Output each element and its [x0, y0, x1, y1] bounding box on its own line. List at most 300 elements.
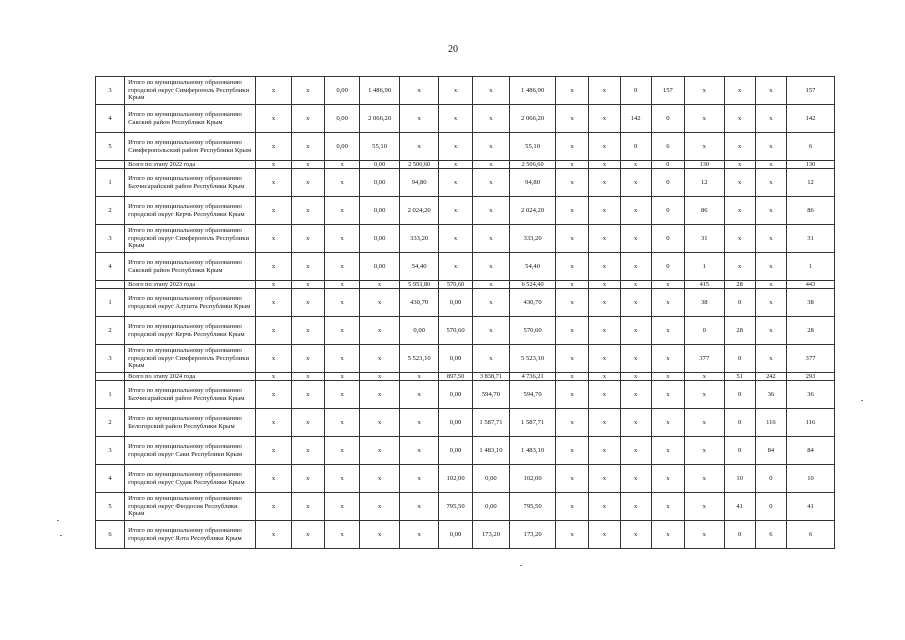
value-cell: 0 — [651, 169, 684, 197]
value-cell: x — [755, 281, 786, 289]
value-cell: x — [256, 465, 291, 493]
value-cell: x — [324, 409, 359, 437]
value-cell: x — [724, 197, 755, 225]
municipality-row — [96, 169, 835, 197]
value-cell: x — [589, 493, 620, 521]
value-cell: 0 — [685, 317, 725, 345]
value-cell: 0 — [620, 133, 651, 161]
value-cell: 0 — [651, 161, 684, 169]
value-cell: 0,00 — [324, 77, 359, 105]
value-cell: x — [589, 437, 620, 465]
value-cell: x — [651, 381, 684, 409]
value-cell: x — [555, 133, 588, 161]
row-name-cell: Итого по муниципальному образованию Бахчисарайский район Республики Крым — [125, 381, 256, 409]
value-cell: x — [685, 437, 725, 465]
value-cell: x — [360, 289, 400, 317]
value-cell: 0 — [620, 77, 651, 105]
value-cell: x — [324, 437, 359, 465]
value-cell: x — [360, 521, 400, 549]
value-cell: 1 486,90 — [510, 77, 556, 105]
value-cell: x — [724, 253, 755, 281]
value-cell: x — [685, 373, 725, 381]
value-cell: x — [589, 281, 620, 289]
value-cell: x — [555, 289, 588, 317]
value-cell: x — [439, 133, 472, 161]
value-cell: x — [620, 197, 651, 225]
value-cell: 795,50 — [510, 493, 556, 521]
value-cell: x — [755, 105, 786, 133]
value-cell: x — [472, 317, 509, 345]
municipality-row — [96, 289, 835, 317]
value-cell: x — [620, 521, 651, 549]
value-cell: 173,20 — [472, 521, 509, 549]
value-cell: x — [439, 77, 472, 105]
value-cell: 0,00 — [472, 465, 509, 493]
value-cell: x — [291, 105, 324, 133]
value-cell: x — [256, 225, 291, 253]
value-cell: 94,80 — [399, 169, 439, 197]
value-cell: 6 — [787, 133, 835, 161]
value-cell: 86 — [787, 197, 835, 225]
row-number-cell: 1 — [96, 289, 125, 317]
value-cell: x — [399, 437, 439, 465]
value-cell: x — [291, 317, 324, 345]
scan-speck — [60, 535, 62, 536]
value-cell: 377 — [787, 345, 835, 373]
value-cell: 0 — [651, 253, 684, 281]
value-cell: 12 — [685, 169, 725, 197]
value-cell: 84 — [755, 437, 786, 465]
value-cell: x — [324, 317, 359, 345]
row-name-cell: Всего по этапу 2023 года — [125, 281, 256, 289]
value-cell: x — [439, 161, 472, 169]
value-cell: 84 — [787, 437, 835, 465]
value-cell: 897,50 — [439, 373, 472, 381]
value-cell: x — [589, 465, 620, 493]
value-cell: x — [472, 225, 509, 253]
value-cell: x — [555, 317, 588, 345]
scan-speck — [520, 565, 522, 566]
stage-total-row — [96, 161, 835, 169]
value-cell: x — [620, 281, 651, 289]
value-cell: x — [651, 281, 684, 289]
value-cell: x — [685, 381, 725, 409]
value-cell: x — [291, 161, 324, 169]
municipality-row — [96, 133, 835, 161]
value-cell: x — [324, 225, 359, 253]
value-cell: x — [555, 381, 588, 409]
value-cell: 0,00 — [399, 317, 439, 345]
value-cell: 0 — [724, 345, 755, 373]
value-cell: x — [589, 373, 620, 381]
value-cell: x — [685, 133, 725, 161]
value-cell: x — [324, 169, 359, 197]
value-cell: x — [291, 373, 324, 381]
value-cell: 28 — [787, 317, 835, 345]
row-number-cell: 3 — [96, 345, 125, 373]
value-cell: 1 — [787, 253, 835, 281]
value-cell: x — [256, 197, 291, 225]
row-number-cell: 4 — [96, 253, 125, 281]
value-cell: 1 — [685, 253, 725, 281]
value-cell: 0 — [651, 225, 684, 253]
value-cell: x — [755, 289, 786, 317]
row-name-cell: Итого по муниципальному образованию городской округ Ялта Республики Крым — [125, 521, 256, 549]
value-cell: x — [399, 465, 439, 493]
value-cell: x — [439, 225, 472, 253]
value-cell: x — [472, 289, 509, 317]
value-cell: x — [439, 105, 472, 133]
value-cell: x — [755, 77, 786, 105]
row-name-cell: Итого по муниципальному образованию городской округ Симферополь Республики Крым — [125, 225, 256, 253]
value-cell: x — [256, 493, 291, 521]
value-cell: x — [589, 381, 620, 409]
value-cell: 0,00 — [360, 197, 400, 225]
value-cell: x — [360, 281, 400, 289]
value-cell: 0,00 — [324, 105, 359, 133]
value-cell: x — [324, 197, 359, 225]
row-number-cell: 2 — [96, 197, 125, 225]
value-cell: 0,00 — [439, 289, 472, 317]
value-cell: x — [324, 381, 359, 409]
table-body — [96, 77, 835, 549]
row-name-cell: Всего по этапу 2024 года — [125, 373, 256, 381]
value-cell: 5 523,10 — [399, 345, 439, 373]
value-cell: x — [589, 105, 620, 133]
row-name-cell: Итого по муниципальному образованию городской округ Симферополь Республики Крым — [125, 77, 256, 105]
value-cell: 102,00 — [439, 465, 472, 493]
municipality-row — [96, 105, 835, 133]
value-cell: 2 066,20 — [360, 105, 400, 133]
value-cell: 6 — [787, 521, 835, 549]
value-cell: x — [324, 289, 359, 317]
row-name-cell: Итого по муниципальному образованию городской округ Феодосия Республики Крым — [125, 493, 256, 521]
value-cell: x — [360, 381, 400, 409]
value-cell: x — [399, 373, 439, 381]
value-cell: x — [360, 465, 400, 493]
value-cell: x — [755, 169, 786, 197]
value-cell: x — [755, 133, 786, 161]
value-cell: x — [324, 521, 359, 549]
value-cell: x — [256, 409, 291, 437]
value-cell: 0 — [724, 289, 755, 317]
value-cell: x — [651, 373, 684, 381]
value-cell: 5 953,80 — [399, 281, 439, 289]
value-cell: x — [324, 161, 359, 169]
value-cell: x — [620, 161, 651, 169]
municipality-row — [96, 345, 835, 373]
value-cell: x — [439, 169, 472, 197]
value-cell: x — [555, 345, 588, 373]
row-number-cell: 1 — [96, 169, 125, 197]
row-name-cell: Итого по муниципальному образованию городской округ Керчь Республики Крым — [125, 197, 256, 225]
value-cell: x — [555, 197, 588, 225]
municipality-row — [96, 225, 835, 253]
row-number-cell: 4 — [96, 465, 125, 493]
value-cell: 1 486,90 — [360, 77, 400, 105]
value-cell: x — [755, 161, 786, 169]
value-cell: x — [685, 465, 725, 493]
value-cell: x — [256, 289, 291, 317]
value-cell: x — [589, 133, 620, 161]
value-cell: 443 — [787, 281, 835, 289]
value-cell: x — [399, 381, 439, 409]
value-cell: x — [291, 381, 324, 409]
value-cell: x — [399, 77, 439, 105]
value-cell: x — [256, 77, 291, 105]
value-cell: x — [651, 437, 684, 465]
value-cell: x — [620, 317, 651, 345]
value-cell: 6 — [755, 521, 786, 549]
value-cell: x — [755, 253, 786, 281]
value-cell: x — [651, 521, 684, 549]
value-cell: 0 — [724, 409, 755, 437]
value-cell: 102,00 — [510, 465, 556, 493]
value-cell: 430,70 — [510, 289, 556, 317]
value-cell: x — [256, 521, 291, 549]
value-cell: x — [589, 317, 620, 345]
value-cell: x — [620, 225, 651, 253]
row-number-cell: 5 — [96, 133, 125, 161]
row-number-cell: 1 — [96, 381, 125, 409]
value-cell: 594,70 — [472, 381, 509, 409]
value-cell: 36 — [755, 381, 786, 409]
value-cell: x — [651, 409, 684, 437]
value-cell: x — [472, 253, 509, 281]
value-cell: 795,50 — [439, 493, 472, 521]
value-cell: x — [360, 373, 400, 381]
value-cell: x — [620, 465, 651, 493]
value-cell: x — [589, 225, 620, 253]
value-cell: x — [472, 281, 509, 289]
municipality-row — [96, 521, 835, 549]
value-cell: 55,10 — [360, 133, 400, 161]
row-number-cell: 3 — [96, 437, 125, 465]
row-name-cell: Итого по муниципальному образованию городской округ Симферополь Республики Крым — [125, 345, 256, 373]
scan-speck — [57, 520, 59, 521]
value-cell: 0 — [724, 521, 755, 549]
value-cell: x — [256, 169, 291, 197]
value-cell: 430,70 — [399, 289, 439, 317]
value-cell: x — [399, 105, 439, 133]
value-cell: 1 483,10 — [472, 437, 509, 465]
value-cell: x — [256, 281, 291, 289]
value-cell: 38 — [787, 289, 835, 317]
row-name-cell: Итого по муниципальному образованию городской округ Саки Республики Крым — [125, 437, 256, 465]
value-cell: 570,60 — [510, 317, 556, 345]
scan-speck — [861, 400, 863, 401]
value-cell: 173,20 — [510, 521, 556, 549]
value-cell: x — [399, 409, 439, 437]
value-cell: 0 — [651, 197, 684, 225]
value-cell: 2 024,20 — [399, 197, 439, 225]
row-number-cell: 3 — [96, 225, 125, 253]
value-cell: x — [555, 521, 588, 549]
value-cell: x — [555, 281, 588, 289]
value-cell: 142 — [787, 105, 835, 133]
value-cell: 377 — [685, 345, 725, 373]
value-cell: x — [291, 345, 324, 373]
value-cell: x — [589, 77, 620, 105]
value-cell: 55,10 — [510, 133, 556, 161]
municipality-row — [96, 77, 835, 105]
value-cell: x — [555, 225, 588, 253]
value-cell: 0,00 — [360, 161, 400, 169]
data-table — [95, 76, 835, 549]
row-number-cell: 5 — [96, 493, 125, 521]
value-cell: 0,00 — [324, 133, 359, 161]
row-number-cell: 3 — [96, 77, 125, 105]
page-number: 20 — [448, 44, 458, 55]
value-cell: 28 — [724, 281, 755, 289]
value-cell: x — [360, 345, 400, 373]
value-cell: 333,20 — [399, 225, 439, 253]
value-cell: x — [755, 345, 786, 373]
value-cell: x — [620, 169, 651, 197]
value-cell: x — [256, 373, 291, 381]
value-cell: x — [589, 169, 620, 197]
row-name-cell: Итого по муниципальному образованию Белогорский район Республики Крым — [125, 409, 256, 437]
value-cell: x — [555, 465, 588, 493]
row-name-cell: Всего по этапу 2022 года — [125, 161, 256, 169]
municipality-row — [96, 253, 835, 281]
value-cell: 0 — [755, 493, 786, 521]
value-cell: x — [472, 345, 509, 373]
value-cell: x — [256, 133, 291, 161]
value-cell: 2 066,20 — [510, 105, 556, 133]
value-cell: x — [360, 409, 400, 437]
value-cell: x — [620, 289, 651, 317]
value-cell: x — [291, 133, 324, 161]
municipality-row — [96, 197, 835, 225]
value-cell: x — [755, 317, 786, 345]
value-cell: 142 — [620, 105, 651, 133]
value-cell: 1 587,71 — [510, 409, 556, 437]
value-cell: 570,60 — [439, 281, 472, 289]
value-cell: x — [755, 197, 786, 225]
value-cell: x — [589, 345, 620, 373]
value-cell: x — [685, 521, 725, 549]
value-cell: x — [291, 521, 324, 549]
value-cell: x — [324, 281, 359, 289]
row-number-cell: 6 — [96, 521, 125, 549]
value-cell: 0,00 — [439, 437, 472, 465]
value-cell: x — [724, 105, 755, 133]
value-cell: 54,40 — [510, 253, 556, 281]
value-cell: 10 — [787, 465, 835, 493]
value-cell: x — [651, 465, 684, 493]
value-cell: 0 — [724, 437, 755, 465]
value-cell: x — [360, 317, 400, 345]
value-cell: x — [724, 77, 755, 105]
value-cell: x — [685, 409, 725, 437]
value-cell: 0,00 — [439, 521, 472, 549]
value-cell: x — [472, 133, 509, 161]
value-cell: 333,20 — [510, 225, 556, 253]
value-cell: x — [439, 197, 472, 225]
municipality-row — [96, 381, 835, 409]
value-cell: x — [724, 161, 755, 169]
value-cell: 2 506,60 — [399, 161, 439, 169]
value-cell: x — [589, 197, 620, 225]
row-number-cell: 4 — [96, 105, 125, 133]
value-cell: x — [724, 133, 755, 161]
value-cell: x — [256, 161, 291, 169]
row-number-cell — [96, 373, 125, 381]
value-cell: 157 — [787, 77, 835, 105]
value-cell: x — [620, 409, 651, 437]
value-cell: x — [256, 105, 291, 133]
value-cell: 41 — [724, 493, 755, 521]
value-cell: x — [324, 253, 359, 281]
value-cell: 0 — [724, 381, 755, 409]
value-cell: x — [472, 77, 509, 105]
value-cell: 415 — [685, 281, 725, 289]
value-cell: 1 483,10 — [510, 437, 556, 465]
value-cell: x — [620, 493, 651, 521]
value-cell: 0 — [651, 105, 684, 133]
value-cell: x — [620, 373, 651, 381]
value-cell: x — [291, 437, 324, 465]
value-cell: 36 — [787, 381, 835, 409]
value-cell: x — [472, 169, 509, 197]
row-name-cell: Итого по муниципальному образованию Симферопольский район Республики Крым — [125, 133, 256, 161]
value-cell: x — [291, 409, 324, 437]
value-cell: x — [555, 161, 588, 169]
value-cell: x — [555, 77, 588, 105]
row-number-cell: 2 — [96, 317, 125, 345]
value-cell: x — [651, 493, 684, 521]
value-cell: x — [589, 521, 620, 549]
value-cell: x — [291, 493, 324, 521]
value-cell: x — [555, 105, 588, 133]
value-cell: x — [724, 225, 755, 253]
value-cell: 0,00 — [360, 225, 400, 253]
value-cell: x — [291, 169, 324, 197]
value-cell: 28 — [724, 317, 755, 345]
value-cell: 41 — [787, 493, 835, 521]
value-cell: 5 523,10 — [510, 345, 556, 373]
stage-total-row — [96, 373, 835, 381]
value-cell: x — [324, 465, 359, 493]
value-cell: x — [589, 289, 620, 317]
value-cell: x — [472, 197, 509, 225]
value-cell: 0,00 — [360, 253, 400, 281]
value-cell: 0,00 — [360, 169, 400, 197]
municipality-row — [96, 409, 835, 437]
value-cell: 242 — [755, 373, 786, 381]
value-cell: x — [555, 437, 588, 465]
value-cell: x — [724, 169, 755, 197]
value-cell: 10 — [724, 465, 755, 493]
value-cell: 0 — [755, 465, 786, 493]
value-cell: x — [256, 345, 291, 373]
row-name-cell: Итого по муниципальному образованию городской округ Судак Республики Крым — [125, 465, 256, 493]
value-cell: x — [360, 493, 400, 521]
municipality-row — [96, 437, 835, 465]
value-cell: x — [360, 437, 400, 465]
value-cell: x — [439, 253, 472, 281]
row-number-cell — [96, 161, 125, 169]
value-cell: 570,60 — [439, 317, 472, 345]
value-cell: x — [256, 381, 291, 409]
value-cell: x — [555, 493, 588, 521]
value-cell: 594,70 — [510, 381, 556, 409]
value-cell: 12 — [787, 169, 835, 197]
value-cell: x — [256, 317, 291, 345]
value-cell: x — [324, 373, 359, 381]
value-cell: x — [620, 345, 651, 373]
